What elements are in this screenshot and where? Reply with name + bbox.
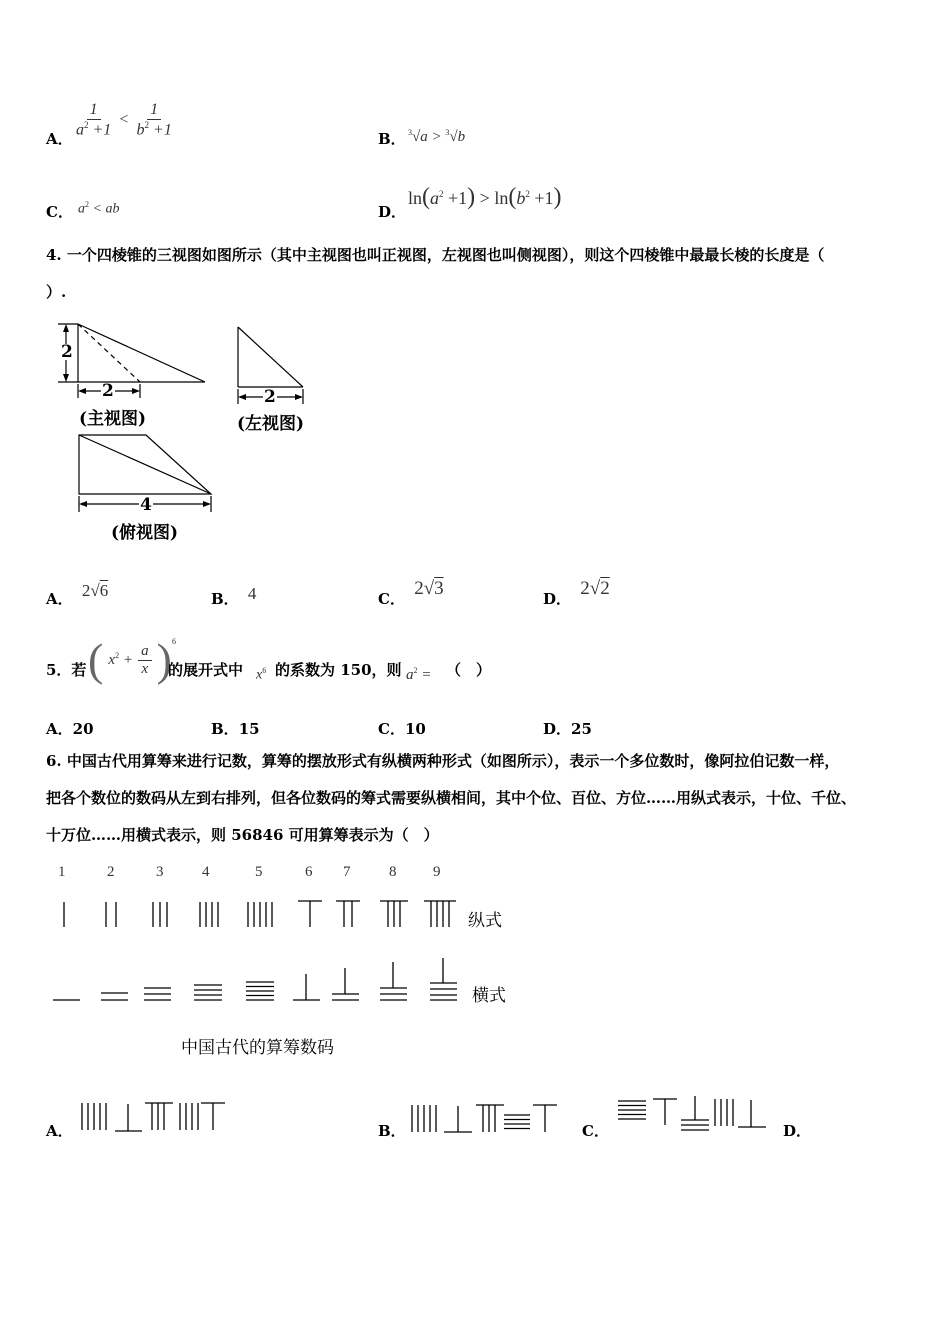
q4-option-b-letter: B． [211, 590, 239, 608]
q5-prefix: 5．若 [46, 661, 87, 679]
q6-stem-line1: 6. 中国古代用算筹来进行记数，算筹的摆放形式有纵横两种形式（如图所示），表示一个多位数时，像阿拉伯记数一样， [46, 752, 840, 770]
q3-option-c-formula: $a^2$ < ab [78, 200, 120, 217]
q4-top-width-label: 4 [140, 495, 152, 515]
rod-digit-1: 1 [58, 864, 66, 880]
q4-front-width-label: 2 [102, 381, 114, 401]
q4-option-b-value: 4 [247, 584, 257, 603]
q5-mid-text: 的展开式中 [168, 661, 244, 679]
q4-side-width-label: 2 [264, 387, 276, 407]
q6-option-b-letter[interactable]: B． [378, 1122, 406, 1140]
rod-table-caption: 中国古代的算筹数码 [181, 1038, 334, 1058]
q5-paren: （ ） [446, 661, 492, 679]
q5-option-a[interactable]: A．20 [46, 720, 94, 738]
q5-a2-term: $a^2$ = [406, 666, 432, 683]
q3-option-c-letter[interactable]: C． [46, 203, 73, 221]
q4-side-view-label: (左视图) [237, 414, 305, 434]
q5-option-c[interactable]: C．10 [378, 720, 426, 738]
q4-option-c-letter: C． [378, 590, 405, 608]
q5-x6-term: $x^6$ [256, 666, 267, 683]
q4-stem-line1: 4. 一个四棱锥的三视图如图所示（其中主视图也叫正视图，左视图也叫侧视图），则这个四棱锥中最最长棱的长度是（ [46, 246, 825, 264]
rod-digit-5: 5 [255, 864, 263, 880]
q4-option-c-value: 2√3 [414, 578, 444, 599]
q5-option-b[interactable]: B．15 [211, 720, 260, 738]
q3-option-d-letter[interactable]: D． [378, 203, 407, 221]
q4-top-view-label: (俯视图) [111, 523, 179, 543]
q6-option-a-letter[interactable]: A． [46, 1122, 73, 1140]
q4-option-a-value: 2√6 [81, 581, 109, 600]
horizontal-form-label: 横式 [472, 986, 506, 1006]
q3-option-a-formula: $\frac{1}{a^2 +1}$ < $\frac{1}{b^2 +1}$ [76, 101, 172, 139]
q3-option-b-formula: $^3$√a > $^3$√b [408, 128, 466, 145]
q4-front-height-label: 2 [61, 342, 73, 362]
q6-stem-line3: 十万位……用横式表示，则 56846 可用算筹表示为（ ） [46, 826, 439, 844]
q4-front-view-label: (主视图) [79, 409, 147, 429]
q3-option-a-letter[interactable]: A． [46, 130, 73, 148]
q4-option-d-letter: D． [543, 590, 572, 608]
q4-stem-line2: ）. [46, 283, 67, 301]
q6-option-d-letter[interactable]: D． [783, 1122, 812, 1140]
q5-option-d[interactable]: D．25 [543, 720, 592, 738]
rod-digit-6: 6 [305, 864, 313, 880]
q6-stem-line2: 把各个数位的数码从左到右排列，但各位数码的筹式需要纵横相间，其中个位、百位、方位……用纵式表示，十位、千位、 [46, 789, 857, 807]
q5-tail-text: 的系数为 150，则 [275, 661, 402, 679]
q3-option-b-letter[interactable]: B． [378, 130, 406, 148]
q3-option-d-formula: $\ln(a^2 +1) > \ln(b^2 +1)$ [408, 184, 562, 210]
q6-option-c-letter[interactable]: C． [582, 1122, 609, 1140]
vertical-form-label: 纵式 [468, 911, 502, 931]
q4-option-d-value: 2√2 [580, 578, 610, 599]
rod-digit-9: 9 [433, 864, 441, 880]
rod-digit-3: 3 [156, 864, 164, 880]
q5-expression: ( $x^2$ + $\frac{a}{x}$ )$^6$ [88, 634, 176, 685]
rod-digit-8: 8 [389, 864, 397, 880]
rod-digit-7: 7 [343, 864, 351, 880]
rod-digit-4: 4 [202, 864, 210, 880]
rod-digit-2: 2 [107, 864, 115, 880]
q4-option-a-letter: A． [46, 590, 73, 608]
